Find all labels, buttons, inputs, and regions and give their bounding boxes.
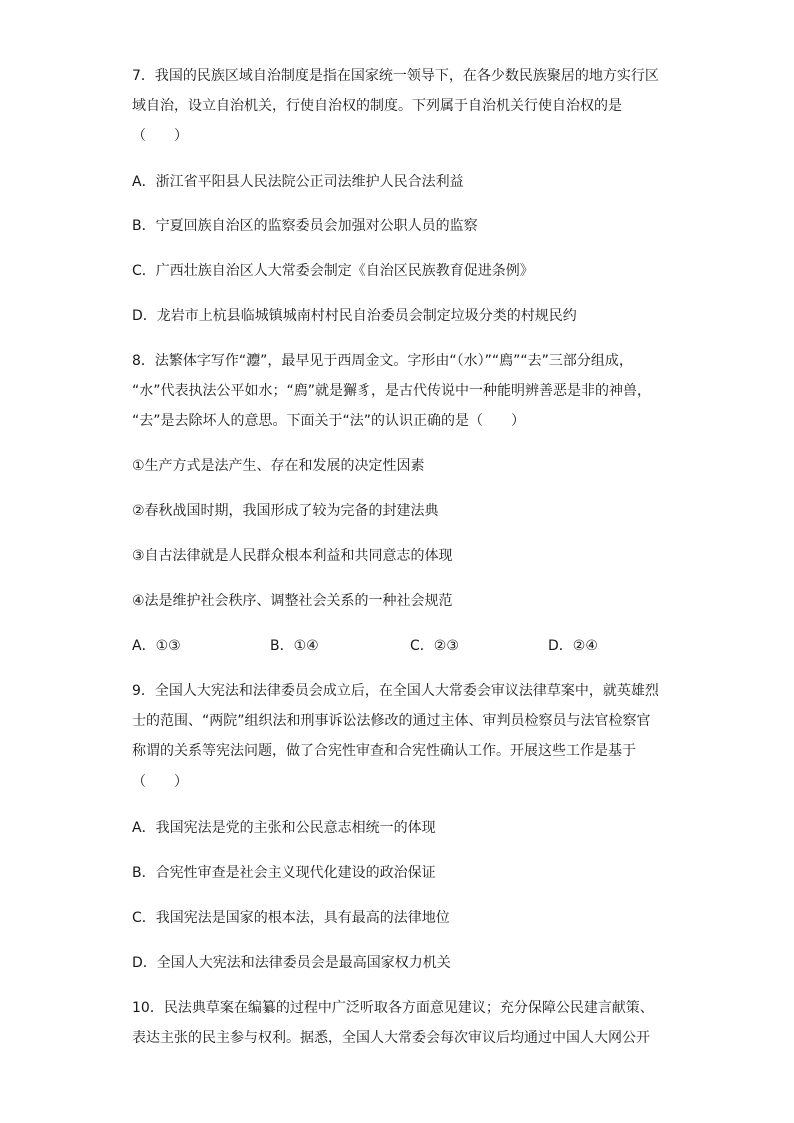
q7-option-d: D．龙岩市上杭县临城镇城南村村民自治委员会制定垃圾分类的村规民约 bbox=[132, 308, 577, 324]
q8-statement-4: ④法是维护社会秩序、调整社会关系的一种社会规范 bbox=[132, 593, 453, 609]
q8-stem-line-2: “水”代表执法公平如水；“廌”就是獬豸，是古代传说中一种能明辨善恶是非的神兽， bbox=[132, 383, 652, 399]
q8-statement-3: ③自古法律就是人民群众根本利益和共同意志的体现 bbox=[132, 548, 453, 564]
q8-statement-2: ②春秋战国时期，我国形成了较为完备的封建法典 bbox=[132, 503, 439, 519]
q7-stem-line-2: 域自治，设立自治机关，行使自治权的制度。下列属于自治机关行使自治权的是 bbox=[132, 98, 622, 114]
q8-option-a: A．①③ bbox=[132, 638, 181, 654]
q7-option-a: A．浙江省平阳县人民法院公正司法维护人民合法利益 bbox=[132, 174, 464, 190]
q8-statement-1: ①生产方式是法产生、存在和发展的决定性因素 bbox=[132, 458, 425, 474]
q8-option-c: C．②③ bbox=[410, 638, 459, 654]
q10-stem-line-2: 表达主张的民主参与权利。据悉，全国人大常委会每次审议后均通过中国人大网公开 bbox=[132, 1030, 650, 1046]
q9-option-a: A．我国宪法是党的主张和公民意志相统一的体现 bbox=[132, 820, 436, 836]
q8-options-row bbox=[132, 636, 652, 656]
q9-stem-line-2: 士的范围、“两院”组织法和刑事诉讼法修改的通过主体、审判员检察员与法官检察官 bbox=[132, 713, 651, 729]
q10-stem-line-1: 10．民法典草案在编纂的过程中广泛听取各方面意见建议；充分保障公民建言献策、 bbox=[132, 1000, 654, 1016]
q7-stem-line-3: （ ） bbox=[132, 128, 188, 144]
q7-stem-line-1: 7．我国的民族区域自治制度是指在国家统一领导下，在各少数民族聚居的地方实行区 bbox=[132, 68, 659, 84]
q7-option-c: C．广西壮族自治区人大常委会制定《自治区民族教育促进条例》 bbox=[132, 263, 534, 279]
q9-option-d: D．全国人大宪法和法律委员会是最高国家权力机关 bbox=[132, 955, 451, 971]
q9-option-c: C．我国宪法是国家的根本法，具有最高的法律地位 bbox=[132, 910, 450, 926]
q9-option-b: B．合宪性审查是社会主义现代化建设的政治保证 bbox=[132, 865, 436, 881]
q9-stem-line-1: 9．全国人大宪法和法律委员会成立后，在全国人大常委会审议法律草案中，就英雄烈 bbox=[132, 683, 659, 699]
q7-option-b: B．宁夏回族自治区的监察委员会加强对公职人员的监察 bbox=[132, 218, 478, 234]
q9-stem-line-3: 称谓的关系等宪法问题，做了合宪性审查和合宪性确认工作。开展这些工作是基于 bbox=[132, 743, 636, 759]
q8-stem-line-3: “去”是去除坏人的意思。下面关于“法”的认识正确的是（ ） bbox=[132, 413, 526, 429]
q8-option-d: D．②④ bbox=[548, 638, 598, 654]
q8-option-b: B．①④ bbox=[270, 638, 319, 654]
q9-stem-line-4: （ ） bbox=[132, 774, 188, 790]
q8-stem-line-1: 8．法繁体字写作“灋”，最早见于西周金文。字形由“（水）”“廌”“去”三部分组成， bbox=[132, 353, 633, 369]
